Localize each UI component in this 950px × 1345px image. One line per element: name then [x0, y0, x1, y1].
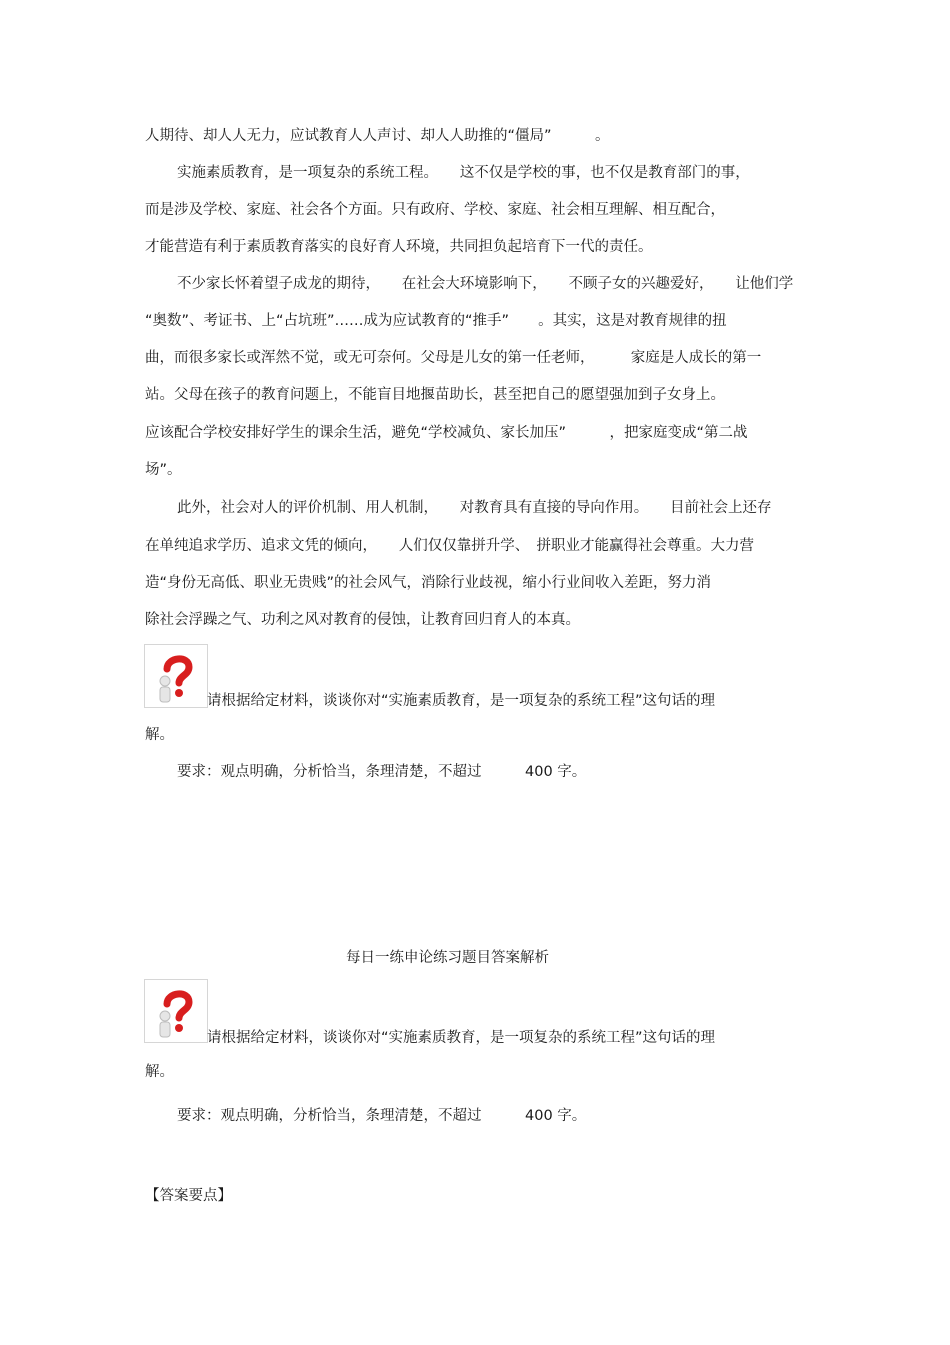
passage-line: 造“身份无高低、职业无贵贱”的社会风气，消除行业歧视，缩小行业间收入差距，努力消 [145, 575, 712, 591]
passage-line: 人期待、却人人无力，应试教育人人声讨、却人人助推的“僵局” 。 [145, 128, 610, 144]
passage-line: 除社会浮躁之气、功利之风对教育的侵蚀，让教育回归育人的本真。 [145, 612, 580, 628]
passage-line: 曲，而很多家长或浑然不觉，或无可奈何。父母是儿女的第一任老师， 家庭是人成长的第一 [145, 350, 762, 366]
passage-line: 而是涉及学校、家庭、社会各个方面。只有政府、学校、家庭、社会相互理解、相互配合， [145, 202, 725, 218]
passage-line: 不少家长怀着望子成龙的期待， 在社会大环境影响下， 不顾子女的兴趣爱好， 让他们学 [177, 276, 794, 292]
question-mark-figure-icon [144, 644, 208, 708]
passage-line: 才能营造有利于素质教育落实的良好育人环境，共同担负起培育下一代的责任。 [145, 239, 653, 255]
question-text: 请根据给定材料，谈谈你对“实施素质教育，是一项复杂的系统工程”这句话的理 [207, 1030, 716, 1046]
question-requirement: 要求：观点明确，分析恰当，条理清楚，不超过 400 字。 [177, 764, 587, 780]
question-text-cont: 解。 [145, 727, 174, 743]
passage-line: 在单纯追求学历、追求文凭的倾向， 人们仅仅靠拼升学、 拼职业才能赢得社会尊重。大力营 [145, 538, 754, 554]
passage-line: 站。父母在孩子的教育问题上，不能盲目地揠苗助长，甚至把自己的愿望强加到子女身上。 [145, 387, 725, 403]
question-text-cont: 解。 [145, 1064, 174, 1080]
passage-line: 实施素质教育，是一项复杂的系统工程。 这不仅是学校的事，也不仅是教育部门的事， [177, 165, 750, 181]
section-title: 每日一练申论练习题目答案解析 [346, 950, 549, 966]
question-requirement: 要求：观点明确，分析恰当，条理清楚，不超过 400 字。 [177, 1108, 587, 1124]
passage-line: 应该配合学校安排好学生的课余生活，避免“学校减负、家长加压” ，把家庭变成“第二战 [145, 425, 748, 441]
answer-points-heading: 【答案要点】 [145, 1188, 232, 1204]
passage-line: “奥数”、考证书、上“占坑班”……成为应试教育的“推手” 。其实，这是对教育规律的扭 [145, 313, 727, 329]
passage-line: 此外，社会对人的评价机制、用人机制， 对教育具有直接的导向作用。 目前社会上还存 [177, 500, 772, 516]
question-mark-figure-icon [144, 979, 208, 1043]
passage-line: 场”。 [145, 462, 182, 478]
question-text: 请根据给定材料，谈谈你对“实施素质教育，是一项复杂的系统工程”这句话的理 [207, 693, 716, 709]
